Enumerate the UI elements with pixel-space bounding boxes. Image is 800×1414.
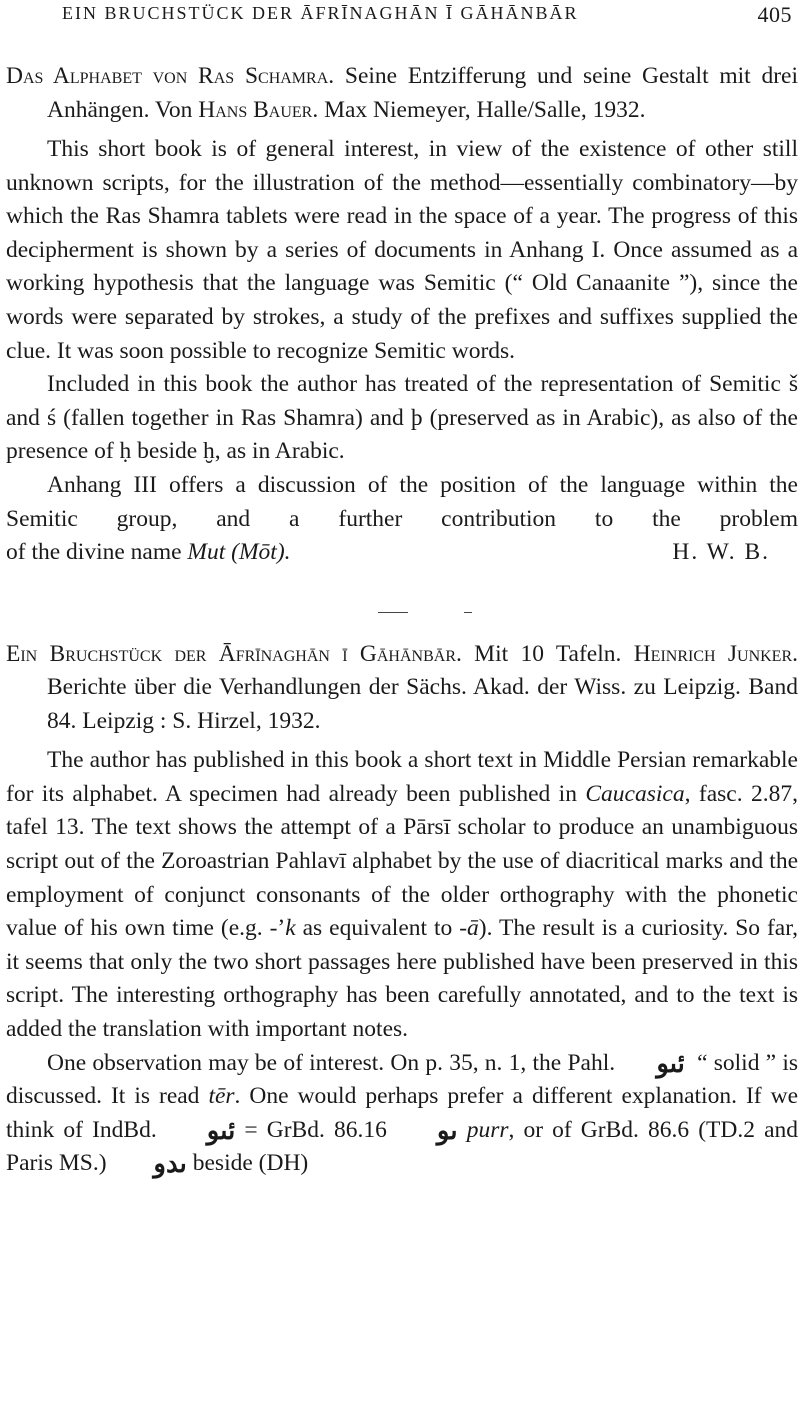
text-run: One observation may be of interest. On p. 35, n. 1, the Pahl.: [47, 1049, 616, 1076]
text-run: k: [285, 915, 296, 942]
review-paragraph: [6, 744, 798, 1046]
text-run: beside (DH): [186, 1150, 309, 1177]
text-run: a different explanation. If we think of IndBd.: [6, 1083, 799, 1143]
divider-dash: [378, 612, 408, 613]
divine-name-mot: (Mōt).: [231, 539, 291, 566]
divider-dash: [464, 612, 472, 613]
text-run: , fasc. 2.87, tafel 13. The text shows the attempt of a Pārsī scholar to produce an unambiguous script out of the Zoroastrian Pahlavī alphabet by the use of diacritical marks and the employment of conjunct consonants of the older orthography with the phonetic value of his own time (e.g. -’: [6, 780, 798, 942]
review-paragraph: Anhang III offers a discussion of the position of the language within the Semitic group, and a further contribution to the problem: [6, 471, 798, 532]
review-paragraph: [6, 1047, 798, 1181]
journal-name: Caucasica: [585, 780, 685, 807]
text-run: . One would perhaps prefer: [234, 1083, 504, 1110]
closing-text-part: of the divine name: [6, 539, 188, 566]
text-run: tēr: [208, 1083, 235, 1110]
pahlavi-glyph: ئىو: [656, 1048, 685, 1078]
book-subtitle: Mit 10 Tafeln.: [461, 640, 634, 667]
review-heading-ras-schamra: [6, 60, 798, 127]
text-run: , or of GrBd. 86.6 (TD.2 and Paris MS.): [6, 1116, 798, 1177]
text-run: as equivalent to -: [295, 915, 468, 942]
text-run: = GrBd. 86.16: [235, 1116, 387, 1143]
review-paragraph: Included in this book the author has treated of the representation of Semitic š and ś (fallen together in Ras Shamra) and þ (preserved as in Arabic), as also of the presence of ḥ beside ḫ, as in Arabic.: [6, 371, 798, 465]
book-title: Ein Bruchstück der Āfrīnaghān ī Gāhānbār.: [6, 640, 462, 667]
closing-text: [6, 536, 291, 570]
divine-name-mut: Mut: [187, 539, 226, 566]
review-heading-afrinaghan: [6, 638, 798, 739]
text-run: purr: [466, 1116, 509, 1143]
pahlavi-glyph: ىدو: [153, 1149, 187, 1179]
section-divider: [6, 570, 798, 628]
book-subtitle: Seine Entzifferung und seine Gestalt mit drei Anhängen. Von: [47, 63, 798, 123]
text-run: The author has published in this book a short text in Middle Persian remarkable for its alphabet. A specimen had already been published in: [6, 747, 798, 807]
text-run: “ solid ” is discussed. It is read: [6, 1049, 799, 1110]
book-author: Heinrich Junker.: [633, 640, 798, 667]
text-run: ). The result is a curiosity. So far, it seems that only the two short passages here published have been preserved in this script. The interesting orthography has been carefully annotated, and to the text is added the translation with important notes.: [6, 915, 798, 1042]
running-head: [6, 0, 798, 36]
pahlavi-glyph: ىو: [436, 1115, 458, 1145]
page-number: 405: [757, 2, 792, 27]
text-run: ā: [467, 915, 479, 942]
book-details: Berichte über die Verhandlungen der Sächs. Akad. der Wiss. zu Leipzig. Band 84. Leipzig : S. Hirzel, 1932.: [47, 674, 798, 734]
review-closing-line: [6, 536, 798, 570]
book-author: Hans Bauer.: [198, 96, 319, 123]
review-paragraph: This short book is of general interest, in view of the existence of other still unknown scripts, for the illustration of the method—essentially combinatory—by which the Ras Shamra tablets were read in the space of a year. The progress of this decipherment is shown by a series of documents in Anhang I. Once assumed as a working hypothesis that the language was Semitic (“ Old Canaanite ”), since the words were separated by strokes, a study of the prefixes and suffixes supplied the clue. It was soon possible to recognize Semitic words.: [6, 136, 798, 364]
book-title: Das Alphabet von Ras Schamra.: [6, 63, 335, 89]
pahlavi-glyph: ئىو: [206, 1115, 236, 1145]
running-title: EIN BRUCHSTÜCK DER ĀFRĪNAGHĀN Ī GĀHĀNBĀR: [62, 3, 579, 23]
book-publisher: Max Niemeyer, Halle/Salle, 1932.: [318, 96, 646, 123]
reviewer-signature: H. W. B.: [672, 539, 770, 566]
